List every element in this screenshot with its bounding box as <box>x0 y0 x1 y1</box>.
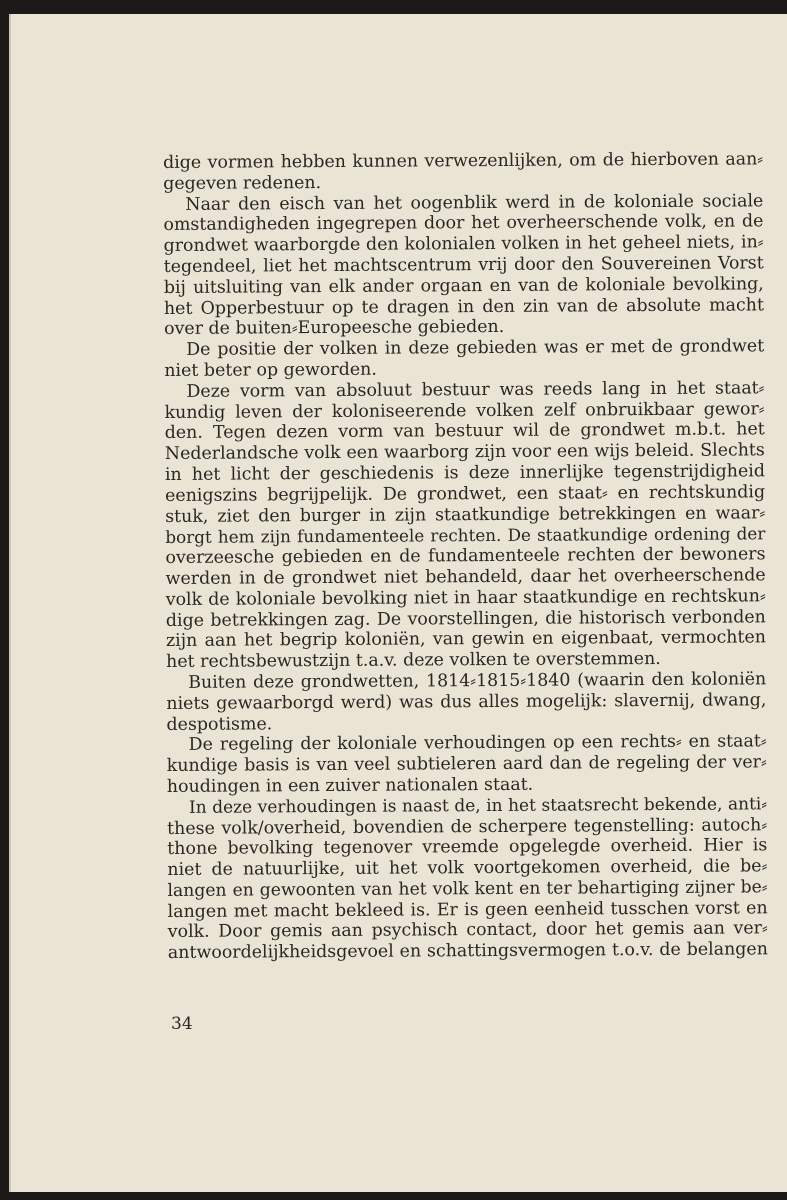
text-line: omstandigheden ingegrepen door het overheerschende volk, en de <box>163 211 764 236</box>
text-line: De positie der volken in deze gebieden was er met de grondwet <box>186 336 765 361</box>
text-line: De regeling der koloniale verhoudingen op een rechts⸗ en staat⸗ <box>188 731 767 756</box>
text-line: eenigszins begrijpelijk. De grondwet, een staat⸗ en rechtskundig <box>165 482 766 506</box>
text-line: stuk, ziet den burger in zijn staatkundige betrekkingen en waar⸗ <box>165 502 766 527</box>
text-line: niet beter op geworden. <box>164 359 377 381</box>
text-line: over de buiten⸗Europeesche gebieden. <box>164 317 505 340</box>
text-line: niet de natuurlijke, uit het volk voortgekomen overheid, die be⸗ <box>167 856 768 881</box>
text-line: niets gewaarborgd werd) was dus alles mogelijk: slavernij, dwang, <box>166 690 767 714</box>
text-line: het rechtsbewustzijn t.a.v. deze volken te overstemmen. <box>166 649 661 673</box>
text-line: Naar den eisch van het oogenblik werd in de koloniale sociale <box>185 190 764 215</box>
page-number: 34 <box>171 1014 193 1034</box>
text-line: kundige basis is van veel subtieleren aard dan de regeling der ver⸗ <box>166 752 767 777</box>
text-line: volk. Door gemis aan psychisch contact, door het gemis aan ver⸗ <box>167 918 768 943</box>
text-line: tegendeel, liet het machtscentrum vrij door den Souvereinen Vorst <box>163 253 764 277</box>
text-line: zijn aan het begrip koloniën, van gewin en eigenbaat, vermochten <box>165 627 767 652</box>
text-line: despotisme. <box>166 713 273 735</box>
text-line: langen met macht bekleed is. Er is geen eenheid tusschen vorst en <box>167 898 768 922</box>
text-line: antwoordelijkheidsgevoel en schattingsvermogen t.o.v. de belangen <box>167 939 768 964</box>
text-line: thone bevolking tegenover vreemde opgelegde overheid. Hier is <box>167 835 768 860</box>
book-page <box>9 14 787 1192</box>
text-line: grondwet waarborgde den kolonialen volken in het geheel niets, in⸗ <box>163 232 764 257</box>
text-line: den. Tegen dezen vorm van bestuur wil de grondwet m.b.t. het <box>164 419 765 444</box>
text-line: werden in de grondwet niet behandeld, daar het overheerschende <box>165 565 766 589</box>
text-line: houdingen in een zuiver nationalen staat. <box>166 774 534 797</box>
text-line: Nederlandsche volk een waarborg zijn voor een wijs beleid. Slechts <box>164 440 765 465</box>
text-line: dige betrekkingen zag. De voorstellingen, die historisch verbonden <box>165 606 766 631</box>
text-line: borgt hem zijn fundamenteele rechten. De staatkundige ordening der <box>165 523 766 548</box>
text-line: In deze verhoudingen is naast de, in het staatsrecht bekende, anti⸗ <box>188 794 768 818</box>
text-line: in het licht der geschiedenis is deze innerlijke tegenstrijdigheid <box>164 461 766 485</box>
text-line: het Opperbestuur op te dragen in den zin van de absolute macht <box>163 294 765 319</box>
text-line: dige vormen hebben kunnen verwezenlijken, om de hierboven aan⸗ <box>163 149 764 173</box>
text-line: kundig leven der koloniseerende volken zelf onbruikbaar gewor⸗ <box>164 398 765 423</box>
text-line: langen en gewoonten van het volk kent en ter behartiging zijner be⸗ <box>167 877 768 901</box>
text-line: Deze vorm van absoluut bestuur was reeds lang in het staat⸗ <box>186 378 765 402</box>
body-text <box>163 149 768 964</box>
text-line: volk de koloniale bevolking niet in haar staatkundige en rechtskun⸗ <box>165 586 766 610</box>
text-line: gegeven redenen. <box>163 172 322 194</box>
text-line: overzeesche gebieden en de fundamenteele rechten der bewoners <box>165 544 766 569</box>
text-line: bij uitsluiting van elk ander orgaan en van de koloniale bevolking, <box>163 274 764 298</box>
text-line: Buiten deze grondwetten, 1814⸗1815⸗1840 (waarin den koloniën <box>188 669 767 693</box>
text-line: these volk/overheid, bovendien de scherpere tegenstelling: autoch⸗ <box>167 814 768 839</box>
